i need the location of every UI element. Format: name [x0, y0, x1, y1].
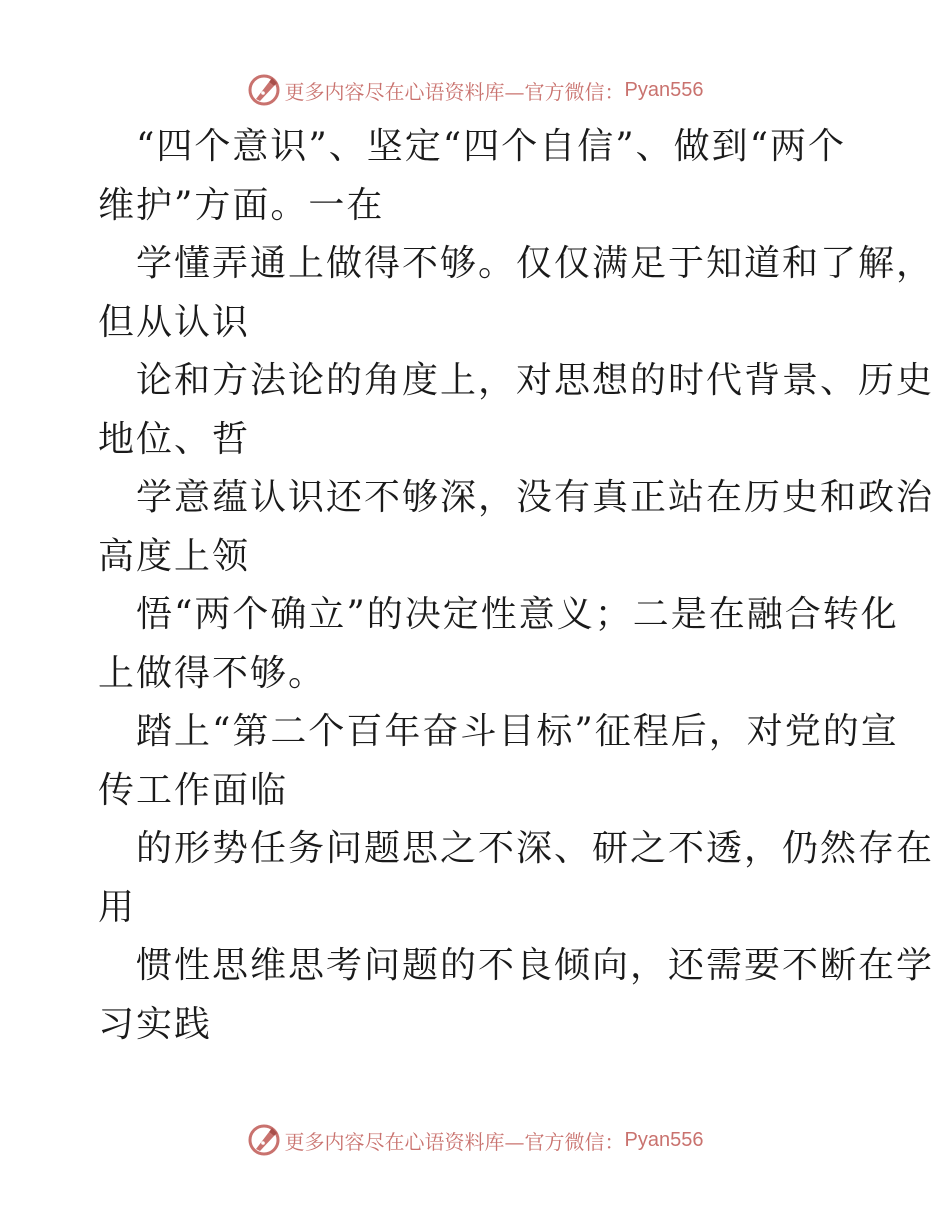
footer-banner-text: 更多内容尽在心语资料库—官方微信： — [284, 1129, 625, 1154]
header-banner-text: 更多内容尽在心语资料库—官方微信： — [284, 79, 625, 104]
body-line: 论和方法论的角度上，对思想的时代背景、历史 — [136, 360, 935, 401]
body-line: 但从认识 — [98, 301, 251, 343]
body-line: 习实践 — [98, 1003, 213, 1045]
body-line: 高度上领 — [98, 535, 251, 577]
body-line: 惯性思维思考问题的不良倾向，还需要不断在学 — [136, 945, 935, 986]
pen-nib-logo-icon — [247, 1123, 281, 1157]
body-line: 用 — [98, 886, 137, 928]
body-line: 的形势任务问题思之不深、研之不透，仍然存在 — [136, 828, 935, 869]
body-line: 踏上“第二个百年奋斗目标”征程后，对党的宣 — [136, 711, 899, 752]
footer-banner — [0, 1120, 950, 1160]
body-line: 传工作面临 — [98, 769, 289, 811]
body-line: “四个意识”、坚定“四个自信”、做到“两个 — [136, 126, 847, 167]
header-banner — [0, 70, 950, 110]
body-line: 维护”方面。一在 — [98, 184, 385, 226]
body-line: 悟“两个确立”的决定性意义；二是在融合转化 — [136, 594, 899, 635]
body-line: 学意蕴认识还不够深，没有真正站在历史和政治 — [136, 477, 935, 518]
pen-nib-logo-icon — [247, 73, 281, 107]
header-wechat-id: Pyan556 — [624, 78, 704, 101]
body-line: 上做得不够。 — [98, 652, 327, 694]
body-line: 学懂弄通上做得不够。仅仅满足于知道和了解， — [136, 243, 935, 284]
footer-wechat-id: Pyan556 — [624, 1128, 704, 1151]
document-body — [98, 118, 935, 1054]
body-line: 地位、哲 — [98, 418, 251, 460]
